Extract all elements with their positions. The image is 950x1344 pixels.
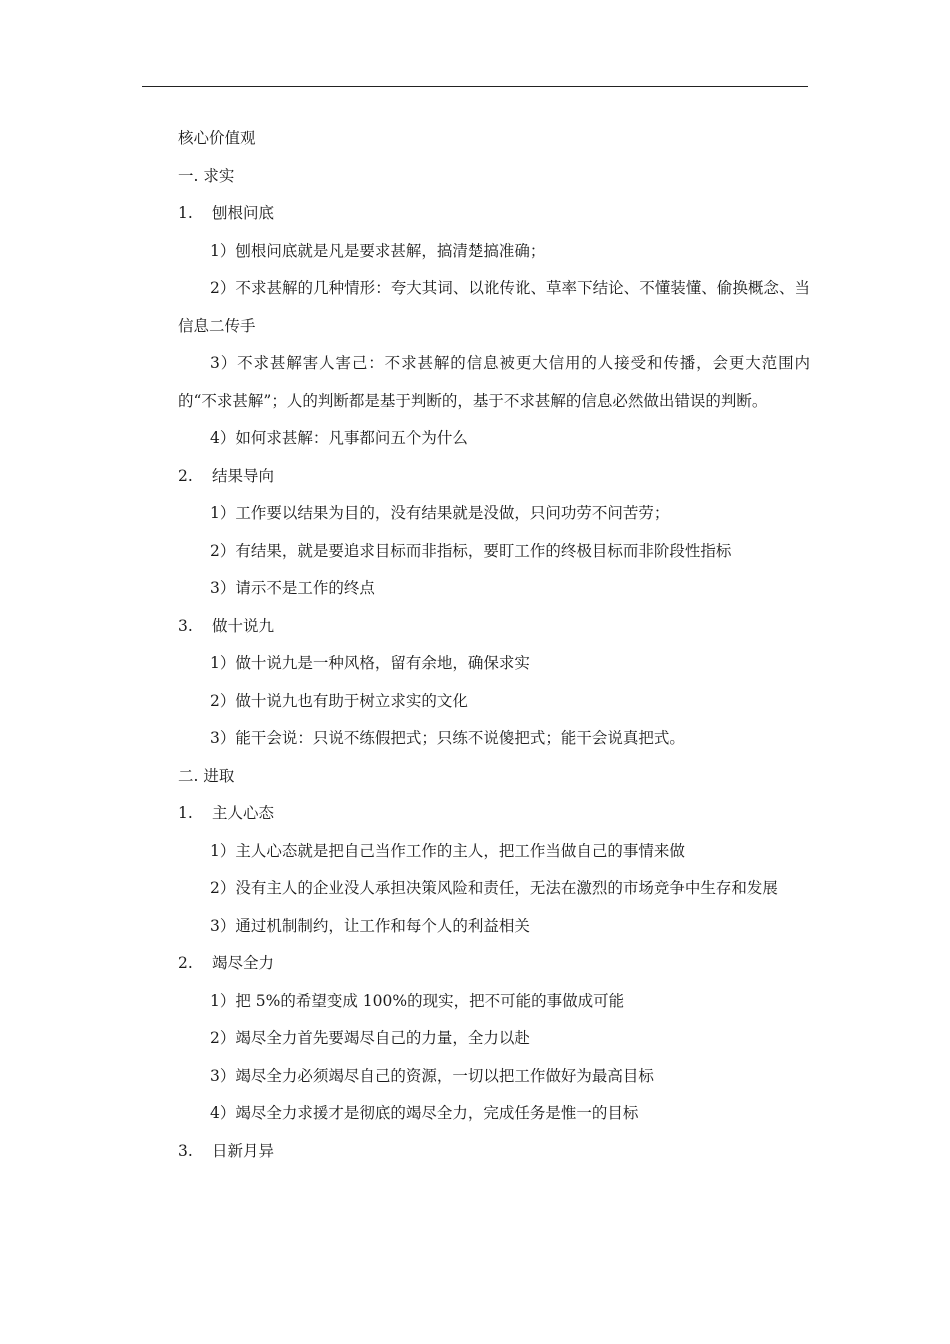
section-heading: 一. 求实 <box>178 166 235 185</box>
subsection-heading <box>178 608 810 646</box>
list-item: 3）请示不是工作的终点 <box>210 579 375 597</box>
list-item: 4）竭尽全力求援才是彻底的竭尽全力，完成任务是惟一的目标 <box>210 1104 639 1122</box>
subsection-number: 3. <box>178 1141 193 1160</box>
list-item: 2）做十说九也有助于树立求实的文化 <box>210 691 468 710</box>
subsection-number: 3. <box>178 616 193 635</box>
subsection-heading <box>178 945 810 983</box>
section-heading: 二. 进取 <box>178 766 235 785</box>
list-item: 2）有结果，就是要追求目标而非指标，要盯工作的终极目标而非阶段性指标 <box>210 541 732 560</box>
list-item: 1）主人心态就是把自己当作工作的主人，把工作当做自己的事情来做 <box>210 841 685 860</box>
subsection-label: 结果导向 <box>212 466 275 485</box>
list-item: 3）通过机制制约，让工作和每个人的利益相关 <box>210 916 530 935</box>
list-item: 2）竭尽全力首先要竭尽自己的力量，全力以赴 <box>210 1029 530 1047</box>
document-title: 核心价值观 <box>178 129 256 147</box>
subsection-heading <box>178 1133 810 1171</box>
subsection-heading <box>178 458 810 496</box>
list-item: 3）不求甚解害人害己：不求甚解的信息被更大信用的人接受和传播，会更大范围内的“不求甚解”；人的判断都是基于判断的，基于不求甚解的信息必然做出错误的判断。 <box>178 354 810 410</box>
list-item: 2）没有主人的企业没人承担决策风险和责任，无法在激烈的市场竞争中生存和发展 <box>210 879 778 897</box>
subsection-label: 竭尽全力 <box>212 954 275 972</box>
document-lines <box>178 158 810 1171</box>
document-body <box>178 120 810 1170</box>
list-item: 1）做十说九是一种风格，留有余地，确保求实 <box>210 654 530 672</box>
header-rule <box>142 86 808 87</box>
subsection-heading <box>178 195 810 233</box>
subsection-label: 主人心态 <box>212 804 275 822</box>
subsection-number: 2. <box>178 466 193 485</box>
subsection-number: 1. <box>178 204 193 222</box>
list-item: 3）竭尽全力必须竭尽自己的资源，一切以把工作做好为最高目标 <box>210 1066 654 1085</box>
subsection-label: 刨根问底 <box>212 204 275 222</box>
subsection-heading <box>178 795 810 833</box>
list-item: 4）如何求甚解：凡事都问五个为什么 <box>210 429 468 447</box>
list-item: 3）能干会说：只说不练假把式；只练不说傻把式；能干会说真把式。 <box>210 729 685 747</box>
list-item: 1）工作要以结果为目的，没有结果就是没做，只问功劳不问苦劳； <box>210 504 670 522</box>
list-item: 1）刨根问底就是凡是要求甚解，搞清楚搞准确； <box>210 241 546 260</box>
list-item: 2）不求甚解的几种情形：夸大其词、以讹传讹、草率下结论、不懂装懂、偷换概念、当信息二传手 <box>178 279 810 335</box>
subsection-number: 2. <box>178 954 193 972</box>
list-item: 1）把 5%的希望变成 100%的现实，把不可能的事做成可能 <box>210 991 625 1010</box>
subsection-number: 1. <box>178 804 193 822</box>
subsection-label: 日新月异 <box>212 1141 275 1160</box>
subsection-label: 做十说九 <box>212 616 275 635</box>
